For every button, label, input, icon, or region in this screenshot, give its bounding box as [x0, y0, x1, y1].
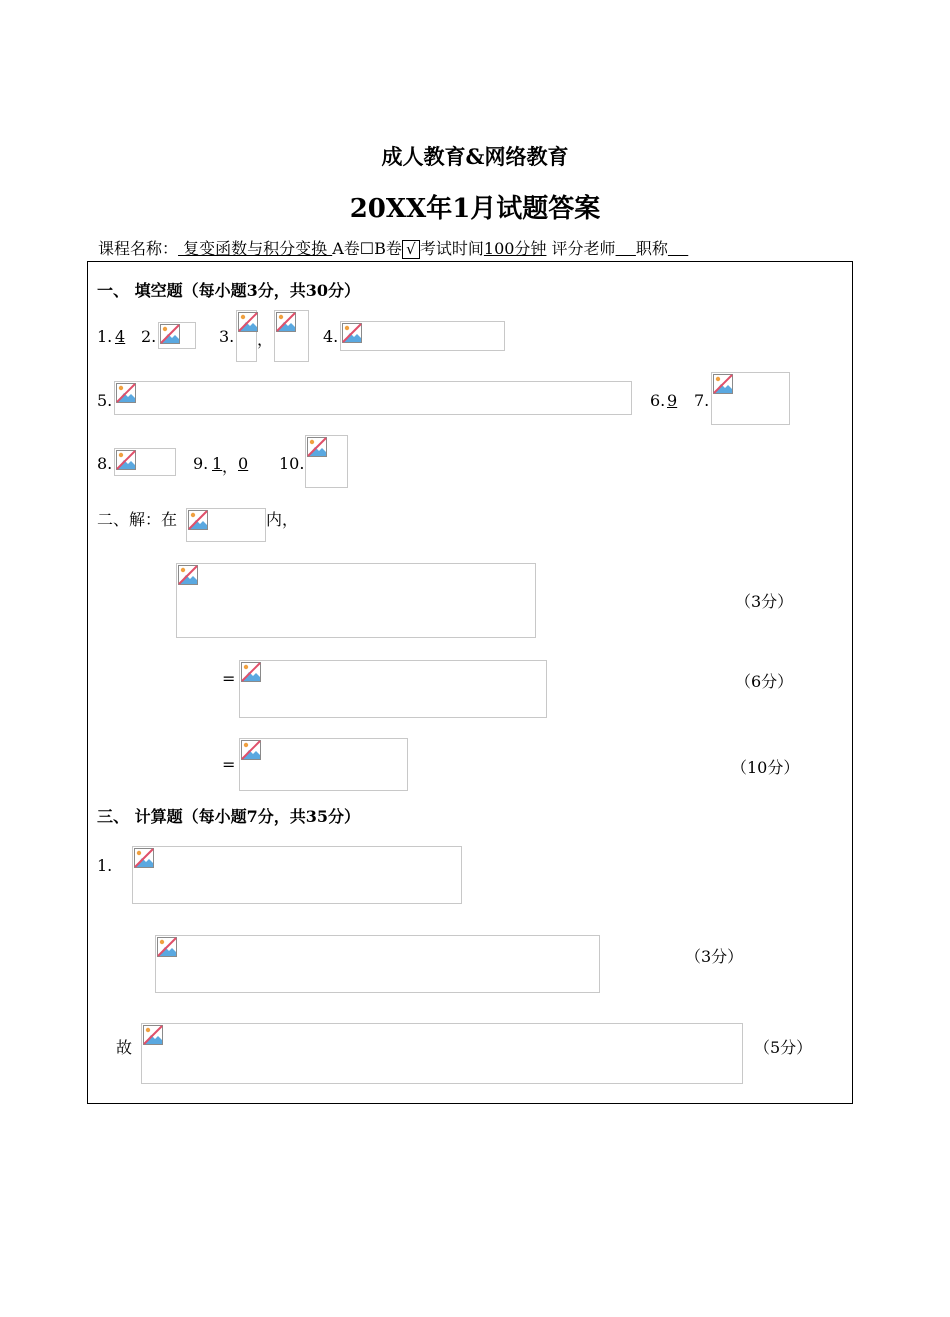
q2-label: 2. [141, 327, 157, 346]
q6-label: 6. [650, 391, 666, 410]
broken-image-icon [116, 383, 136, 403]
section3-heading: 三、 计算题（每小题7分，共35分） [97, 807, 360, 826]
section2-intro-end: 内， [266, 510, 299, 529]
broken-image-icon [307, 437, 327, 457]
section2-step3-image [239, 738, 408, 791]
q3-label: 3. [219, 327, 235, 346]
broken-image-icon [157, 937, 177, 957]
title-label: 职称 [635, 239, 668, 258]
section2-step2-image [239, 660, 547, 718]
header-title: 20XX年1月试题答案 [349, 194, 601, 224]
grader-label: 评分老师 [551, 239, 616, 258]
q3-comma: ， [257, 330, 274, 349]
broken-image-icon [713, 374, 733, 394]
section2-equals-1: = [222, 669, 236, 688]
section2-domain-image [186, 508, 266, 542]
paper-a-checkbox: ☐ [359, 239, 375, 258]
q7-answer-image [711, 372, 790, 425]
section2-expansion-image [176, 563, 536, 638]
q9-answer-2: 0 [238, 454, 249, 473]
q7-label: 7. [694, 391, 710, 410]
broken-image-icon [134, 848, 154, 868]
exam-time-label: 考试时间 [419, 239, 484, 258]
section3-therefore: 故 [116, 1038, 133, 1057]
q5-label: 5. [97, 391, 113, 410]
broken-image-icon [241, 662, 261, 682]
q10-answer-image [305, 435, 348, 488]
broken-image-icon [188, 510, 208, 530]
q3-answer-image-2 [274, 310, 309, 362]
section3-step-image [155, 935, 600, 993]
q6-answer: 9 [667, 391, 678, 410]
q10-label: 10. [279, 454, 305, 473]
q1-label: 1. [97, 327, 113, 346]
header-line1: 成人教育&网络教育 [381, 144, 569, 169]
q9-separator: ， [222, 457, 239, 476]
broken-image-icon [178, 565, 198, 585]
paper-b-checkbox: √ [402, 240, 420, 259]
paper-a-label: A卷 [332, 239, 360, 258]
section1-heading: 一、 填空题（每小题3分，共30分） [97, 281, 360, 300]
section3-score-1: （3分） [685, 947, 744, 966]
broken-image-icon [241, 740, 261, 760]
section3-q1-label: 1. [97, 856, 113, 875]
broken-image-icon [143, 1025, 163, 1045]
section2-score-3: （10分） [731, 758, 800, 777]
q2-answer-image [158, 322, 196, 349]
q9-label: 9. [193, 454, 209, 473]
q3-answer-image-1 [236, 310, 257, 362]
broken-image-icon [160, 324, 180, 344]
course-label: 课程名称： [98, 239, 179, 258]
exam-time-value: 100分钟 [483, 239, 547, 258]
section3-result-image [141, 1023, 743, 1084]
q8-answer-image [114, 448, 176, 476]
grader-blank [616, 239, 636, 258]
q5-answer-image [114, 381, 632, 415]
paper-b-label: B卷 [374, 239, 402, 258]
q8-label: 8. [97, 454, 113, 473]
q4-label: 4. [323, 327, 339, 346]
section2-equals-2: = [222, 755, 236, 774]
broken-image-icon [342, 323, 362, 343]
q9-answer-1: 1 [212, 454, 223, 473]
section2-score-1: （3分） [735, 592, 794, 611]
course-name: 复变函数与积分变换 [178, 239, 333, 258]
broken-image-icon [116, 450, 136, 470]
section3-q1-image [132, 846, 462, 904]
section3-score-2: （5分） [754, 1038, 813, 1057]
q1-answer: 4 [115, 327, 126, 346]
broken-image-icon [238, 312, 258, 332]
broken-image-icon [276, 312, 296, 332]
q4-answer-image [340, 321, 505, 351]
section2-intro: 二、解：在 [97, 510, 178, 529]
title-blank [668, 239, 688, 258]
course-line [98, 236, 688, 259]
section2-score-2: （6分） [735, 672, 794, 691]
